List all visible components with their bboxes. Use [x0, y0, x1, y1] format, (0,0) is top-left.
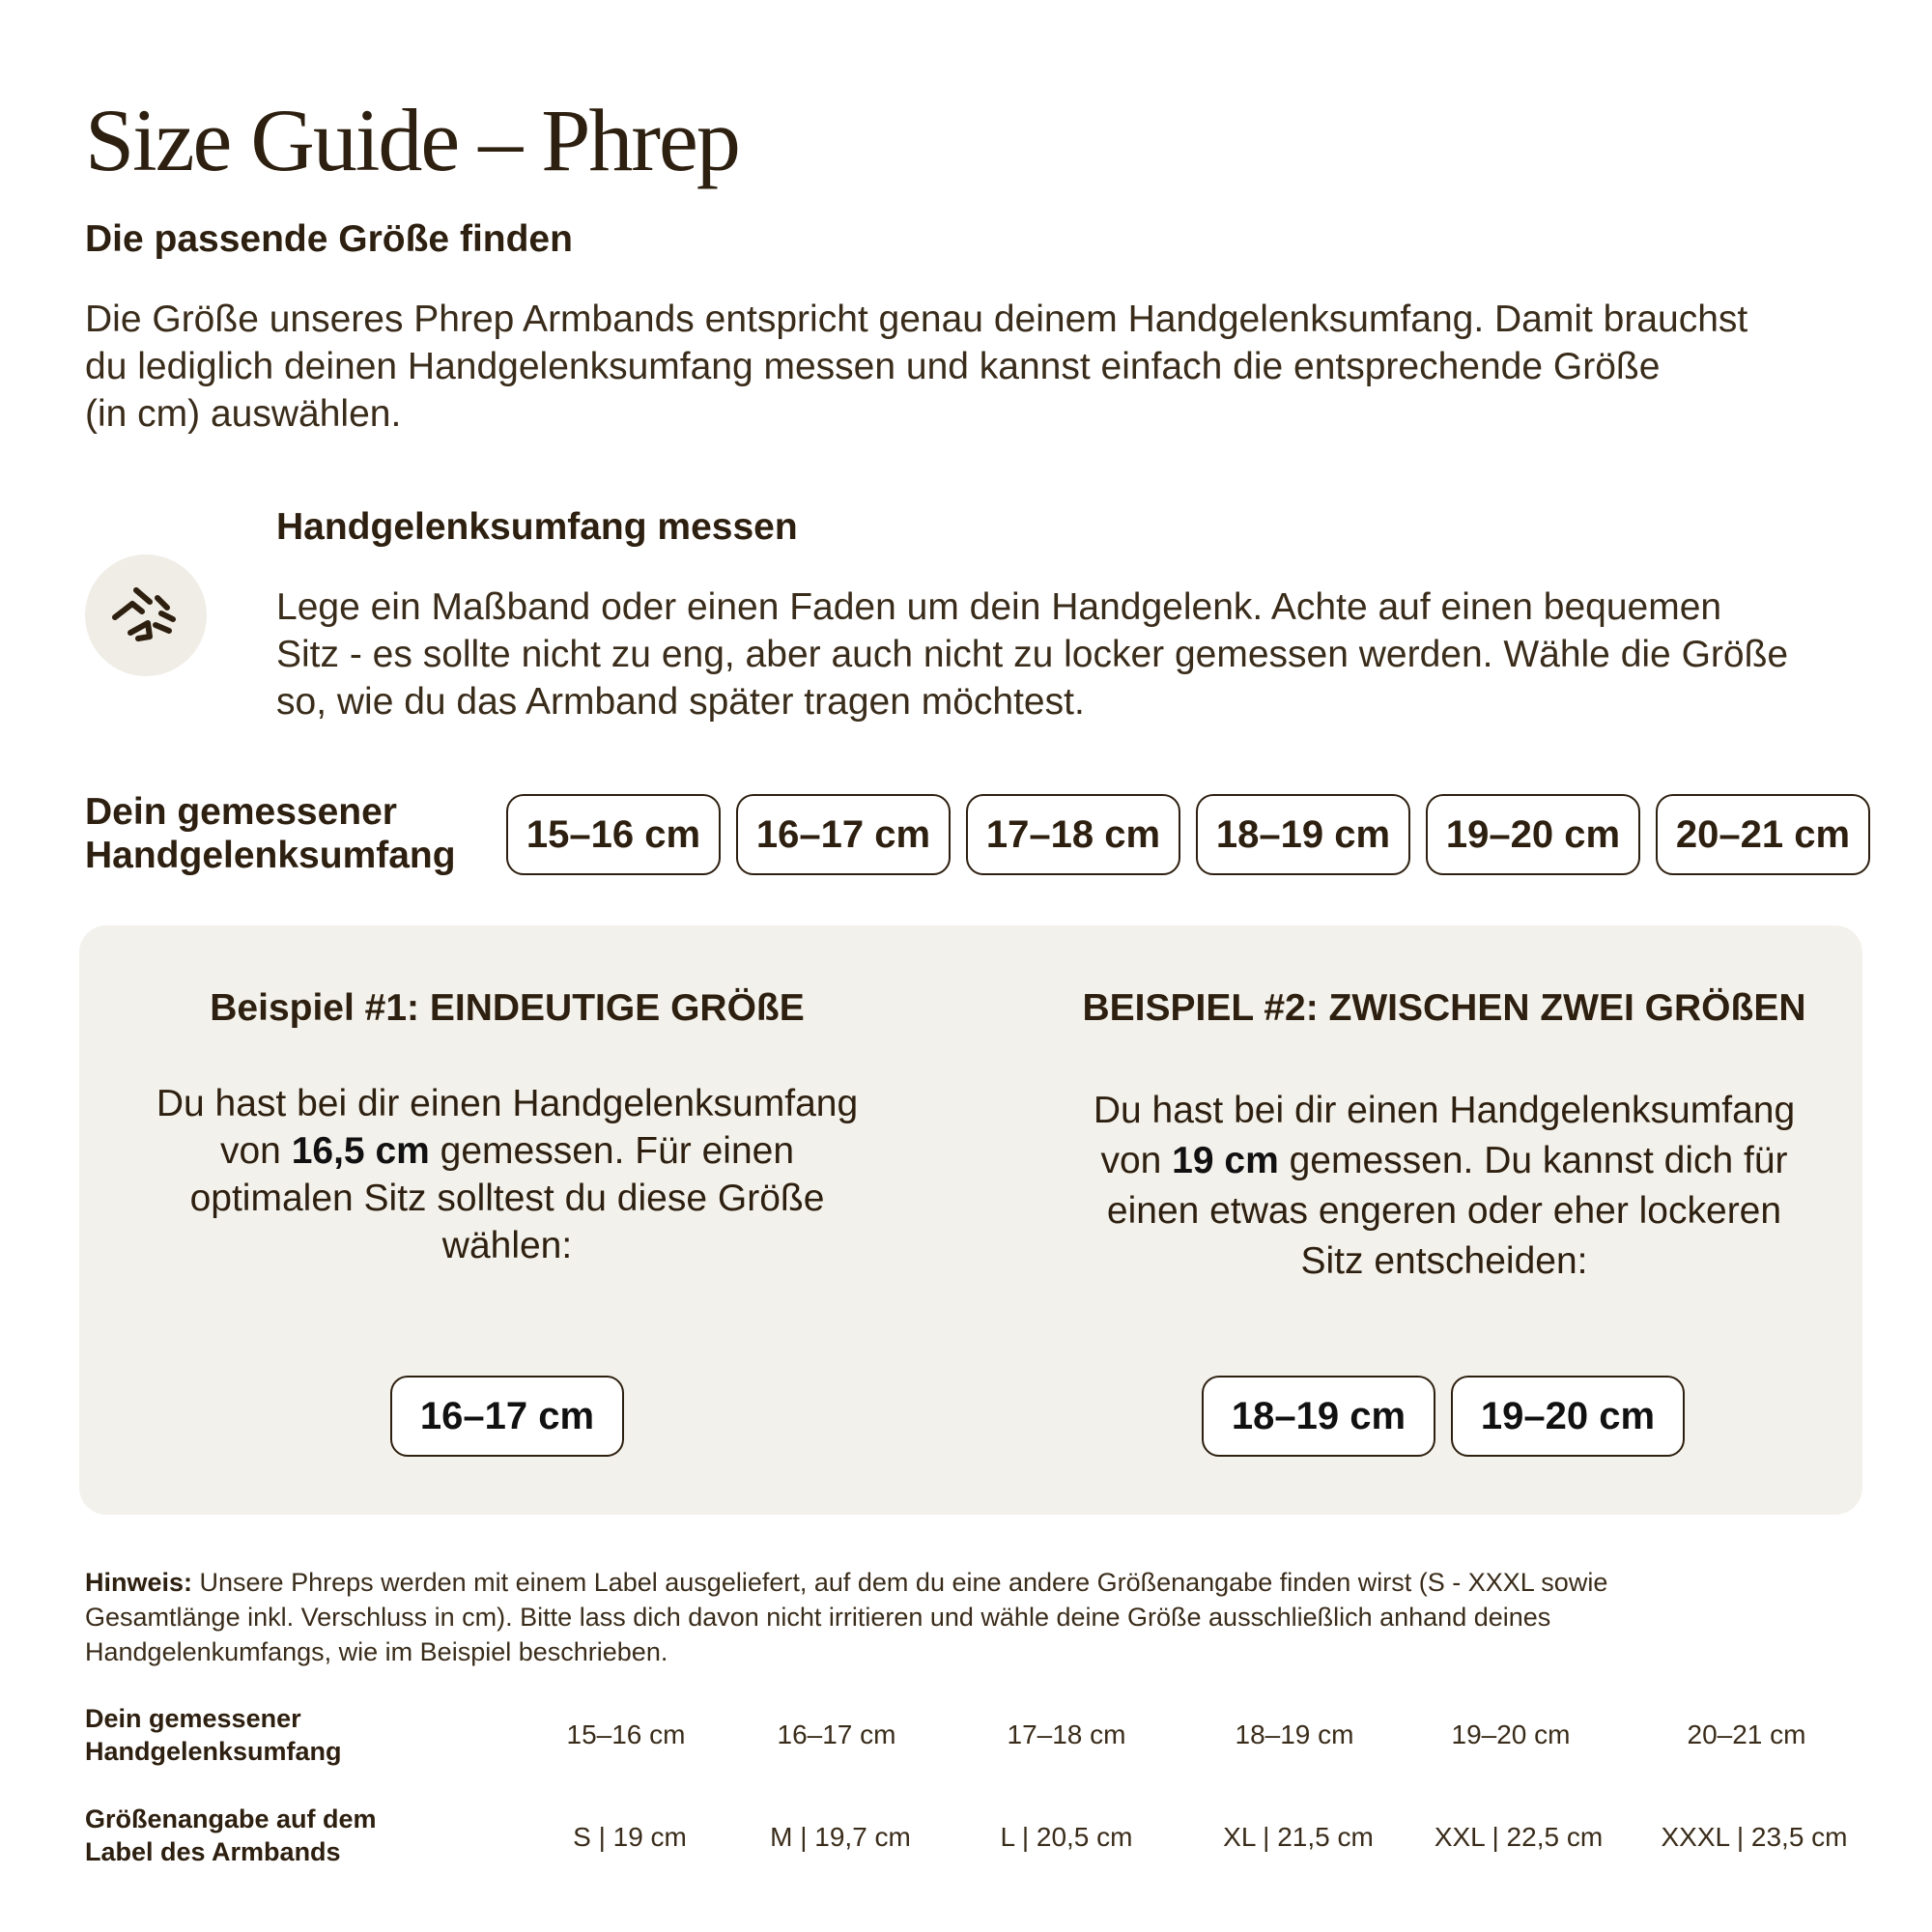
- size-option-18-19[interactable]: 18–19 cm: [1196, 794, 1410, 875]
- table-cell: 16–17 cm: [777, 1719, 896, 1749]
- hint-line: Unsere Phreps werden mit einem Label ausgeliefert, auf dem du eine andere Größenangabe finden wirst (S - XXXL sowie: [192, 1568, 1608, 1597]
- measure-instructions: [276, 583, 1880, 725]
- example1-text: [116, 1080, 898, 1269]
- table-cell: 18–19 cm: [1235, 1719, 1354, 1749]
- example2-measurement: 19 cm: [1172, 1140, 1279, 1181]
- intro-line: (in cm) auswählen.: [85, 393, 402, 435]
- table-row-label-label: [85, 1803, 377, 1868]
- example2-size-option[interactable]: 18–19 cm: [1202, 1376, 1435, 1457]
- table-label-line: Dein gemessener: [85, 1704, 301, 1733]
- example2-text: [1053, 1086, 1835, 1287]
- size-row-label-line: Dein gemessener: [85, 791, 397, 833]
- table-cell: XL | 21,5 cm: [1223, 1822, 1374, 1852]
- example2-line: einen etwas engeren oder eher lockeren: [1106, 1190, 1782, 1232]
- example1-line: von: [219, 1130, 292, 1172]
- measure-line: so, wie du das Armband später tragen möchtest.: [276, 681, 1085, 723]
- size-row-label-line: Handgelenksumfang: [85, 835, 456, 876]
- hint-note: [85, 1565, 1843, 1669]
- example1-size-option[interactable]: 16–17 cm: [390, 1376, 624, 1457]
- table-row-label-wrist: [85, 1702, 342, 1768]
- size-option-19-20[interactable]: 19–20 cm: [1426, 794, 1640, 875]
- table-cell: L | 20,5 cm: [1000, 1822, 1133, 1852]
- example2-title: BEISPIEL #2: ZWISCHEN ZWEI GRÖßEN: [1082, 987, 1806, 1029]
- table-cell: 20–21 cm: [1687, 1719, 1806, 1749]
- measure-line: Lege ein Maßband oder einen Faden um dein Handgelenk. Achte auf einen bequemen: [276, 586, 1722, 628]
- example1-line: Du hast bei dir einen Handgelenksumfang: [156, 1083, 859, 1124]
- table-cell: XXXL | 23,5 cm: [1661, 1822, 1848, 1852]
- hint-label: Hinweis:: [85, 1568, 193, 1597]
- example1-line: wählen:: [441, 1225, 573, 1266]
- table-cell: S | 19 cm: [573, 1822, 687, 1852]
- table-label-line: Label des Armbands: [85, 1837, 341, 1866]
- table-cell: XXL | 22,5 cm: [1434, 1822, 1604, 1852]
- hint-line: Gesamtlänge inkl. Verschluss in cm). Bitte lass dich davon nicht irritieren und wähle deine Größe ausschließlich anhand deines: [85, 1603, 1551, 1632]
- example2-line: gemessen. Du kannst dich für: [1278, 1140, 1788, 1181]
- example1-measurement: 16,5 cm: [291, 1130, 430, 1172]
- page-title: Size Guide – Phrep: [85, 91, 739, 189]
- hand-measure-icon: [85, 554, 207, 676]
- intro-line: du lediglich deinen Handgelenksumfang messen und kannst einfach die entsprechende Größe: [85, 346, 1661, 387]
- table-label-line: Größenangabe auf dem: [85, 1804, 377, 1833]
- intro-paragraph: [85, 296, 1862, 438]
- example1-line: optimalen Sitz solltest du diese Größe: [189, 1178, 825, 1219]
- table-cell: 19–20 cm: [1451, 1719, 1571, 1749]
- example2-line: Sitz entscheiden:: [1300, 1240, 1588, 1282]
- size-option-16-17[interactable]: 16–17 cm: [736, 794, 951, 875]
- size-option-15-16[interactable]: 15–16 cm: [506, 794, 721, 875]
- table-label-line: Handgelenksumfang: [85, 1737, 342, 1766]
- size-option-20-21[interactable]: 20–21 cm: [1656, 794, 1870, 875]
- example1-line: gemessen. Für einen: [429, 1130, 795, 1172]
- table-cell: 17–18 cm: [1007, 1719, 1126, 1749]
- table-cell: 15–16 cm: [566, 1719, 686, 1749]
- size-row-label: [85, 790, 456, 877]
- measure-line: Sitz - es sollte nicht zu eng, aber auch nicht zu locker gemessen werden. Wähle die Größe: [276, 634, 1789, 675]
- measure-title: Handgelenksumfang messen: [276, 506, 798, 548]
- hint-line: Handgelenkumfangs, wie im Beispiel beschrieben.: [85, 1637, 668, 1666]
- example2-line: von: [1100, 1140, 1173, 1181]
- intro-line: Die Größe unseres Phrep Armbands entspricht genau deinem Handgelenksumfang. Damit brauchst: [85, 298, 1748, 340]
- size-option-17-18[interactable]: 17–18 cm: [966, 794, 1180, 875]
- example2-size-option[interactable]: 19–20 cm: [1451, 1376, 1685, 1457]
- table-cell: M | 19,7 cm: [770, 1822, 911, 1852]
- example1-title: Beispiel #1: EINDEUTIGE GRÖßE: [210, 987, 805, 1029]
- example2-line: Du hast bei dir einen Handgelenksumfang: [1093, 1090, 1796, 1131]
- section-subtitle: Die passende Größe finden: [85, 218, 573, 260]
